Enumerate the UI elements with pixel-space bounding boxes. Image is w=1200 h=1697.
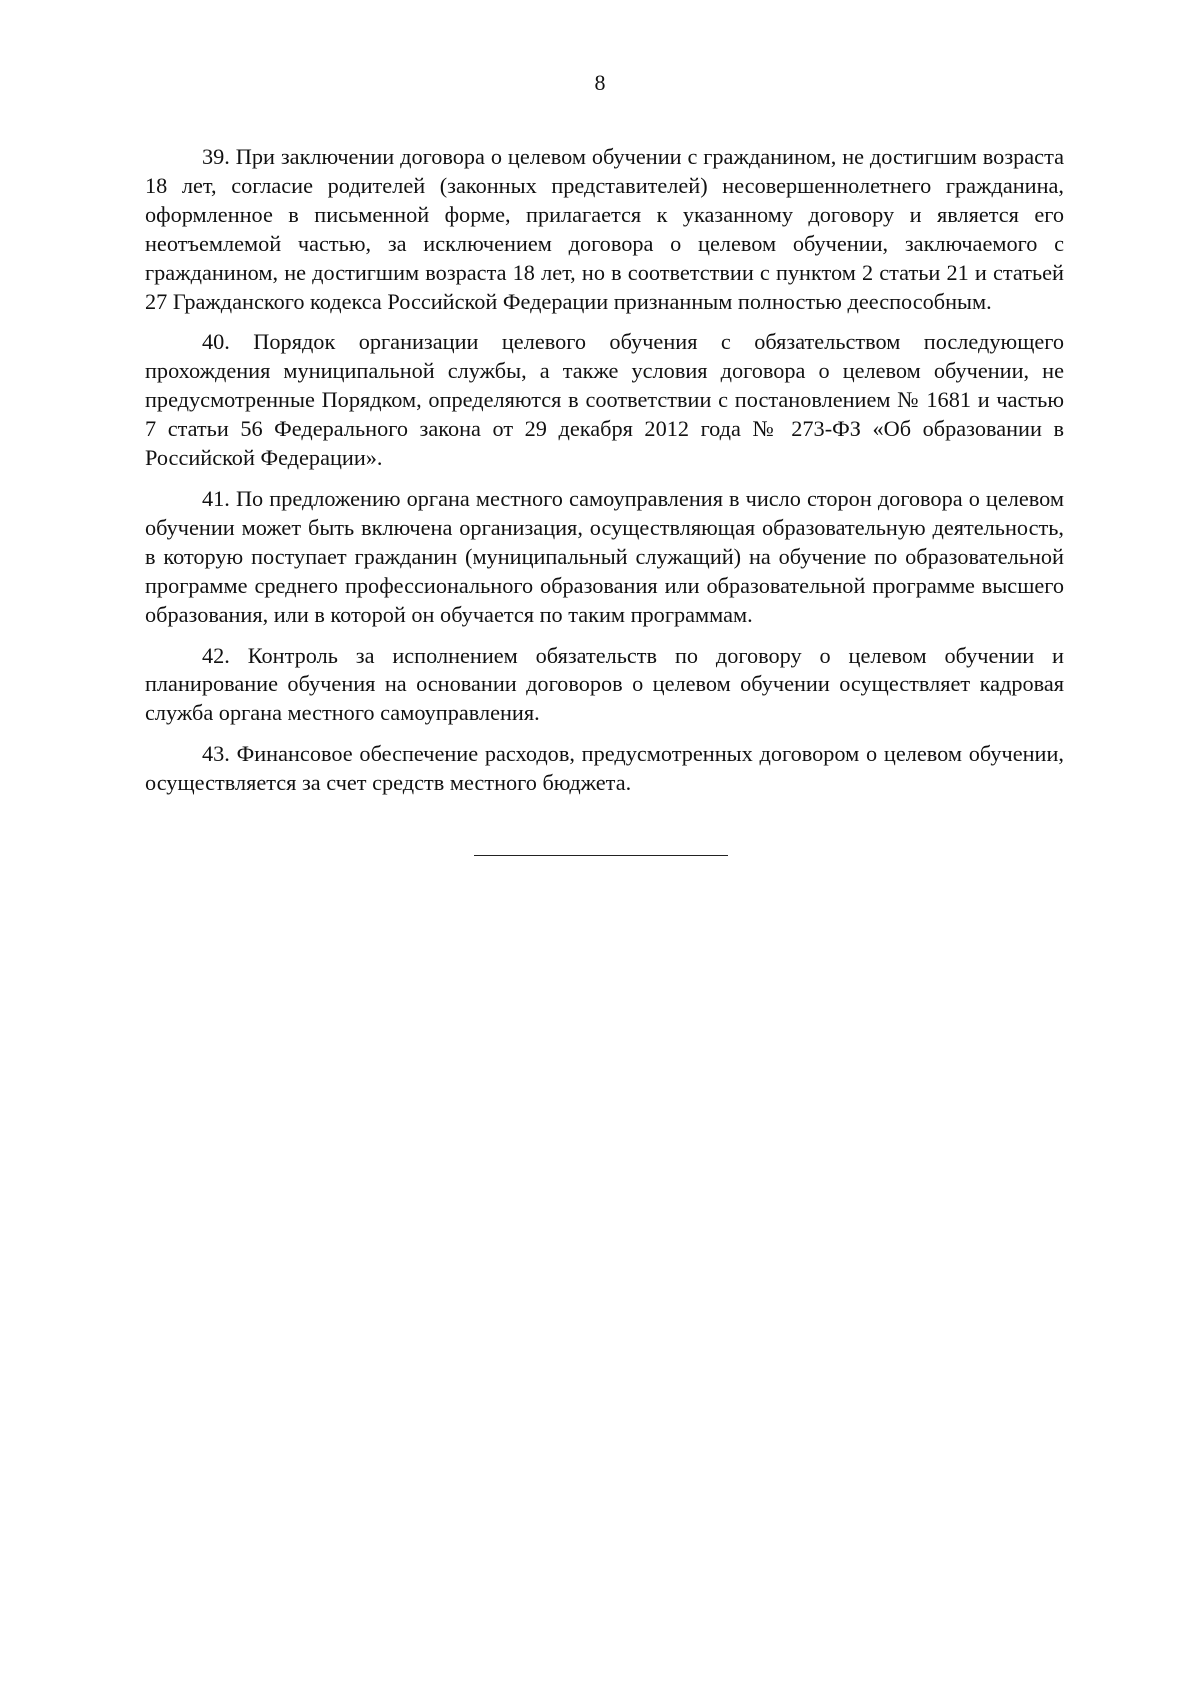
paragraph-40: 40. Порядок организации целевого обучения с обязательством последующего прохождения муниципальной службы, а также условия договора о целевом обучении, не предусмотренные Порядком, определяются в соответствии с постановлением № 1681 и частью 7 статьи 56 Федерального закона от 29 декабря 2012 года № 273-ФЗ «Об образовании в Российской Федерации». — [145, 329, 1064, 471]
document-body — [145, 143, 1064, 810]
paragraph-42: 42. Контроль за исполнением обязательств по договору о целевом обучении и планирование обучения на основании договоров о целевом обучении осуществляет кадровая служба органа местного самоуправления. — [145, 642, 1064, 726]
paragraph-41: 41. По предложению органа местного самоуправления в число сторон договора о целевом обучении может быть включена организация, осуществляющая образовательную деятельность, в которую поступает гражданин (муниципальный служащий) на обучение по образовательной программе среднего профессионального образования или образовательной программе высшего образования, или в которой он обучается по таким программам. — [145, 485, 1064, 627]
paragraph-43: 43. Финансовое обеспечение расходов, предусмотренных договором о целевом обучении, осуществляется за счет средств местного бюджета. — [145, 741, 1064, 796]
end-of-document-rule — [474, 855, 728, 856]
paragraph-39: 39. При заключении договора о целевом обучении с гражданином, не достигшим возраста 18 лет, согласие родителей (законных представителей) несовершеннолетнего гражданина, оформленное в письменной форме, прилагается к указанному договору и является его неотъемлемой частью, за исключением договора о целевом обучении, заключаемого с гражданином, не достигшим возраста 18 лет, но в соответствии с пунктом 2 статьи 21 и статьей 27 Гражданского кодекса Российской Федерации признанным полностью дееспособным. — [145, 144, 1064, 314]
page-number: 8 — [594, 70, 606, 95]
